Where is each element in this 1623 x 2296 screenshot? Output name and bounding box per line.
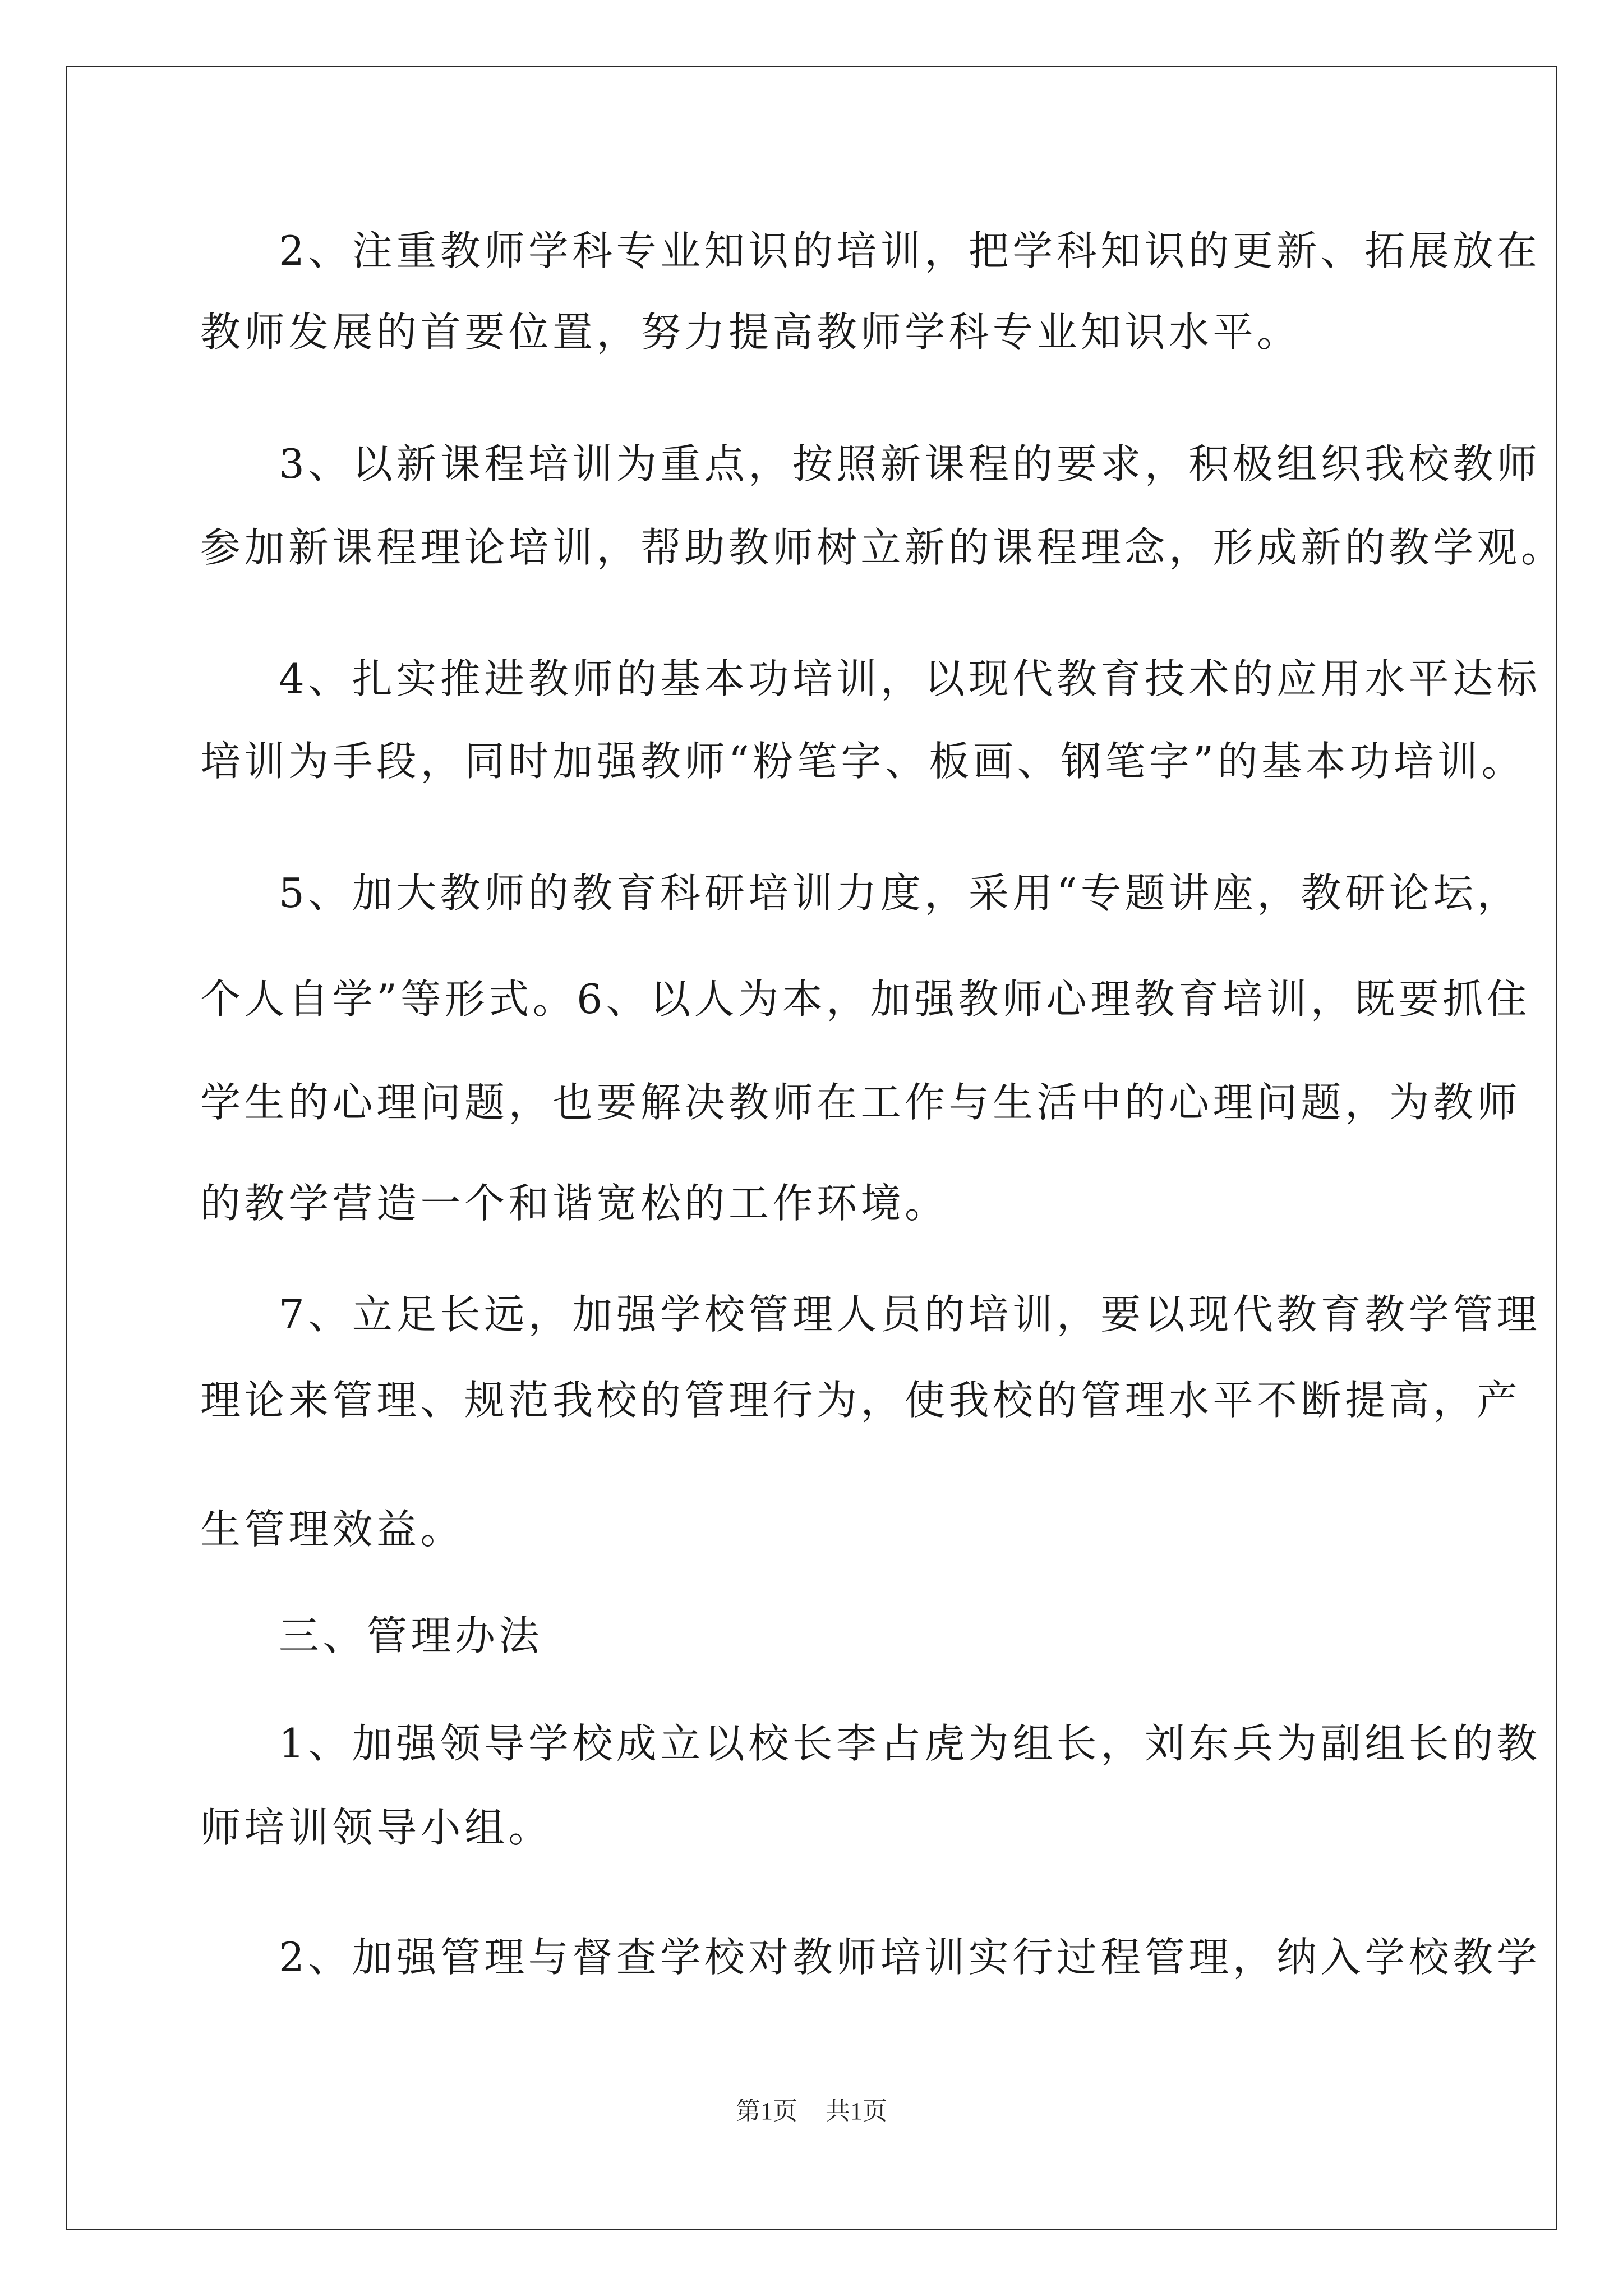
paragraph-line: 2、注重教师学科专业知识的培训，把学科知识的更新、拓展放在 xyxy=(279,227,1541,274)
page-footer xyxy=(0,2095,1623,2128)
paragraph-line: 的教学营造一个和谐宽松的工作环境。 xyxy=(200,1180,949,1227)
paragraph-line: 生管理效益。 xyxy=(200,1506,465,1553)
paragraph-line: 培训为手段，同时加强教师“粉笔字、板画、钢笔字”的基本功培训。 xyxy=(200,738,1526,785)
paragraph-line: 个人自学”等形式。6、以人为本，加强教师心理教育培训，既要抓住 xyxy=(200,976,1531,1023)
paragraph-line: 理论来管理、规范我校的管理行为，使我校的管理水平不断提高，产 xyxy=(200,1377,1521,1424)
paragraph-line: 5、加大教师的教育科研培训力度，采用“专题讲座，教研论坛， xyxy=(279,869,1521,917)
paragraph-line: 4、扎实推进教师的基本功培训，以现代教育技术的应用水平达标 xyxy=(279,655,1541,702)
paragraph-line: 教师发展的首要位置，努力提高教师学科专业知识水平。 xyxy=(200,309,1301,356)
paragraph-line: 2、加强管理与督查学校对教师培训实行过程管理，纳入学校教学 xyxy=(279,1934,1541,1981)
page-number-total: 共1页 xyxy=(826,2097,887,2125)
paragraph-line: 1、加强领导学校成立以校长李占虎为组长，刘东兵为副组长的教 xyxy=(279,1720,1541,1767)
page-number-current: 第1页 xyxy=(736,2097,797,2125)
paragraph-line: 师培训领导小组。 xyxy=(200,1804,553,1851)
paragraph-line: 7、立足长远，加强学校管理人员的培训，要以现代教育教学管理 xyxy=(279,1291,1541,1338)
page-border xyxy=(66,66,1565,2230)
paragraph-line: 3、以新课程培训为重点，按照新课程的要求，积极组织我校教师 xyxy=(279,440,1541,487)
paragraph-line: 学生的心理问题，也要解决教师在工作与生活中的心理问题，为教师 xyxy=(200,1079,1521,1126)
paragraph-line: 参加新课程理论培训，帮助教师树立新的课程理念，形成新的教学观。 xyxy=(200,524,1565,571)
section-heading: 三、管理办法 xyxy=(279,1612,543,1659)
